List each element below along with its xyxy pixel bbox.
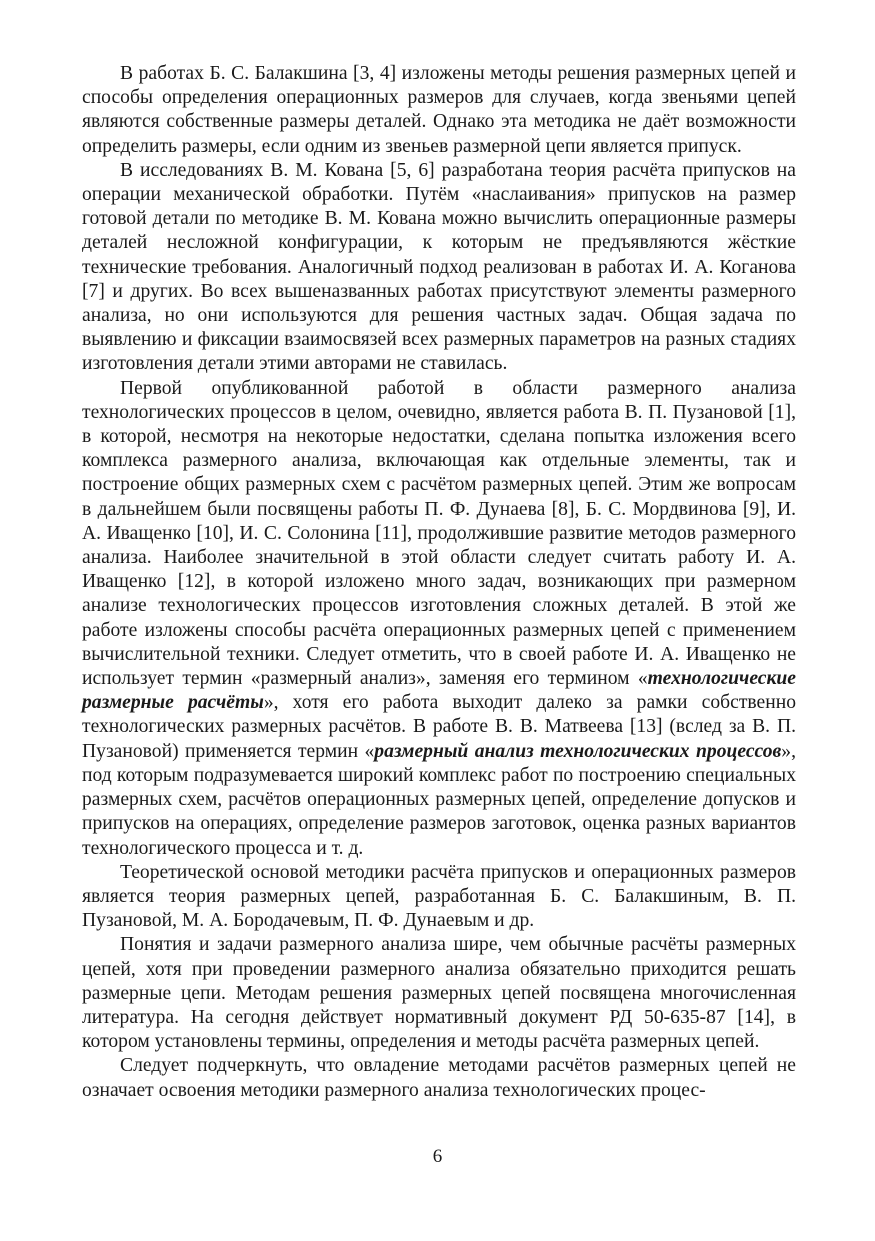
paragraph-puzanova: [82, 377, 796, 861]
page-body: [82, 62, 796, 1103]
emphasized-term: размерный анализ технологических процессов: [374, 740, 782, 762]
paragraph-dimensional-analysis: Понятия и задачи размерного анализа шире, чем обычные расчёты размерных цепей, хотя при проведении размерного анализа обязательно приходится решать размерные цепи. Методам решения размерных цепей посвящена многочисленная литература. На сегодня действует нормативный документ РД 50-635-87 [14], в котором установлены термины, определения и методы расчёта размерных цепей.: [82, 934, 796, 1053]
emphasized-term: технологические размерные расчёты: [82, 668, 796, 714]
paragraph-balakshin: В работах Б. С. Балакшина [3, 4] изложены методы решения размерных цепей и способы определения операционных размеров для случаев, когда звеньями цепей являются собственные размеры деталей. Однако эта методика не даёт возможности определить размеры, если одним из звеньев размерной цепи является припуск.: [82, 63, 796, 157]
paragraph-kovan: В исследованиях В. М. Кована [5, 6] разработана теория расчёта припусков на операции механической обработки. Путём «наслаивания» припусков на размер готовой детали по методике В. М. Кована можно вычислить операционные размеры деталей несложной конфигурации, к которым не предъявляются жёсткие технические требования. Аналогичный подход реализован в работах И. А. Коганова [7] и других. Во всех вышеназванных работах присутствуют элементы размерного анализа, но они используются для решения частных задач. Общая задача по выявлению и фиксации взаимосвязей всех размерных параметров на разных стадиях изготовления детали этими авторами не ставилась.: [82, 159, 796, 375]
paragraph-text-segment: Первой опубликованной работой в области размерного анализа технологических процессов в целом, очевидно, является работа В. П. Пузановой [1], в которой, несмотря на некоторые недостатки, сделана попытка изложения всего комплекса размерного анализа, включающая как отдельные элементы, так и построение общих размерных схем с расчётом размерных цепей. Этим же вопросам в дальнейшем были посвящены работы П. Ф. Дунаева [8], Б. С. Мордвинова [9], И. А. Иващенко [10], И. С. Солонина [11], продолжившие развитие методов размерного анализа. Наиболее значительной в этой области следует считать работу И. А. Иващенко [12], в которой изложено много задач, возникающих при размерном анализе технологических процессов изготовления сложных деталей. В этой же работе изложены способы расчёта операционных размерных цепей с применением вычислительной техники. Следует отметить, что в своей работе И. А. Иващенко не использует термин «размерный анализ», заменяя его термином «: [82, 377, 796, 690]
page-number: 6: [432, 1146, 443, 1167]
paragraph-text-segment: », под которым подразумевается широкий комплекс работ по построению специальных размерных схем, расчётов операционных размерных цепей, определение допусков и припусков на операциях, определение размеров заготовок, оценка разных вариантов технологического процесса и т. д.: [82, 740, 796, 859]
paragraph-emphasis-note: Следует подчеркнуть, что овладение методами расчётов размерных цепей не означает освоения методики размерного анализа технологических процес-: [82, 1055, 796, 1101]
paragraph-text-segment: », хотя его работа выходит далеко за рамки собственно технологических размерных расчётов. В работе В. В. Матвеева [13] (вслед за В. П. Пузановой) применяется термин «: [82, 692, 796, 762]
paragraph-theory-basis: Теоретической основой методики расчёта припусков и операционных размеров является теория размерных цепей, разработанная Б. С. Балакшиным, В. П. Пузановой, М. А. Бородачевым, П. Ф. Дунаевым и др.: [82, 861, 796, 932]
